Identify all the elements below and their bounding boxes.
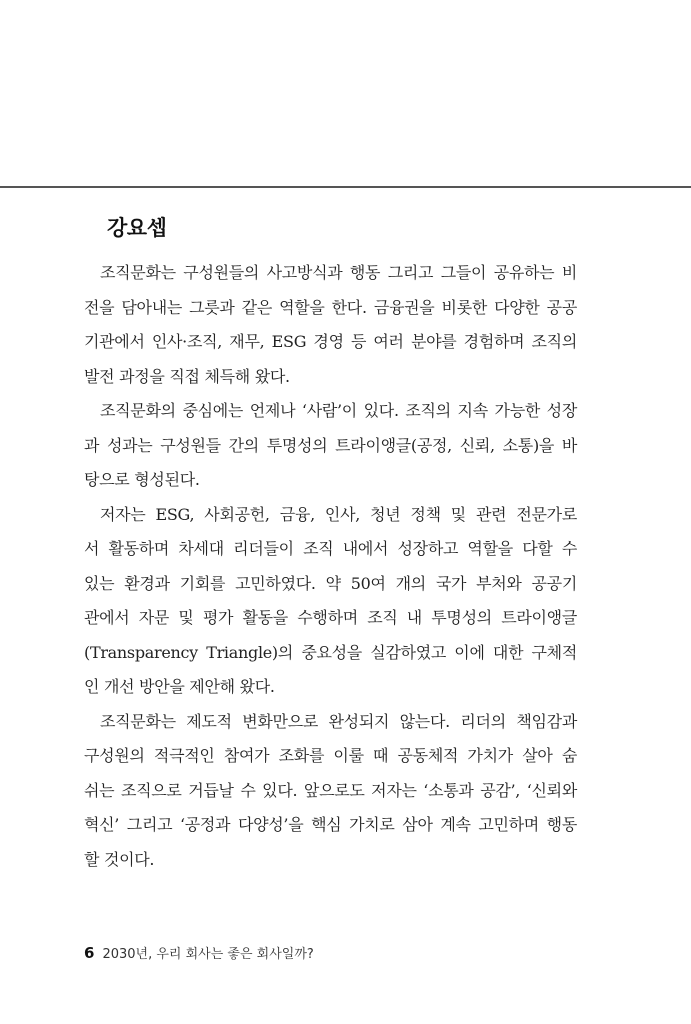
page-footer	[84, 943, 314, 962]
body-text	[84, 256, 577, 877]
text-line: 발전 과정을 직접 체득해 왔다.	[84, 366, 290, 386]
text-line: 있는 환경과 기회를 고민하였다. 약 50여 개의 국가 부처와 공공기	[84, 573, 577, 593]
paragraph-4	[84, 705, 577, 878]
text-line: 인 개선 방안을 제안해 왔다.	[84, 677, 275, 696]
text-line: 전을 담아내는 그릇과 같은 역할을 한다. 금융권을 비롯한 다양한 공공	[84, 297, 577, 317]
paragraph-2	[84, 394, 577, 498]
paragraph-1	[84, 256, 577, 394]
page-number: 6	[84, 944, 95, 962]
paragraph-3	[84, 498, 577, 705]
text-line: 관에서 자문 및 평가 활동을 수행하며 조직 내 투명성의 트라이앵글	[84, 608, 577, 627]
running-book-title: 2030년, 우리 회사는 좋은 회사일까?	[102, 947, 314, 962]
text-line: 조직문화의 중심에는 언제나 ‘사람’이 있다. 조직의 지속 가능한 성장	[100, 401, 577, 420]
text-line: 기관에서 인사·조직, 재무, ESG 경영 등 여러 분야를 경험하며 조직의	[84, 332, 577, 351]
text-line: (Transparency Triangle)의 중요성을 실감하였고 이에 대한 구체적	[84, 642, 577, 662]
text-line: 조직문화는 제도적 변화만으로 완성되지 않는다. 리더의 책임감과	[100, 711, 577, 731]
section-title: 강요셉	[107, 216, 167, 240]
text-line: 서 활동하며 차세대 리더들이 조직 내에서 성장하고 역할을 다할 수	[84, 539, 577, 558]
header-rule	[0, 186, 691, 188]
text-line: 저자는 ESG, 사회공헌, 금융, 인사, 청년 정책 및 관련 전문가로	[100, 504, 577, 524]
text-line: 쉬는 조직으로 거듭날 수 있다. 앞으로도 저자는 ‘소통과 공감’, ‘신뢰와	[84, 780, 577, 800]
text-line: 조직문화는 구성원들의 사고방식과 행동 그리고 그들이 공유하는 비	[100, 263, 577, 282]
text-line: 구성원의 적극적인 참여가 조화를 이룰 때 공동체적 가치가 살아 숨	[84, 746, 577, 765]
text-line: 혁신’ 그리고 ‘공정과 다양성’을 핵심 가치로 삼아 계속 고민하며 행동	[84, 815, 577, 834]
text-line: 과 성과는 구성원들 간의 투명성의 트라이앵글(공정, 신뢰, 소통)을 바	[84, 435, 577, 455]
text-line: 탕으로 형성된다.	[84, 470, 200, 489]
text-line: 할 것이다.	[84, 849, 155, 869]
